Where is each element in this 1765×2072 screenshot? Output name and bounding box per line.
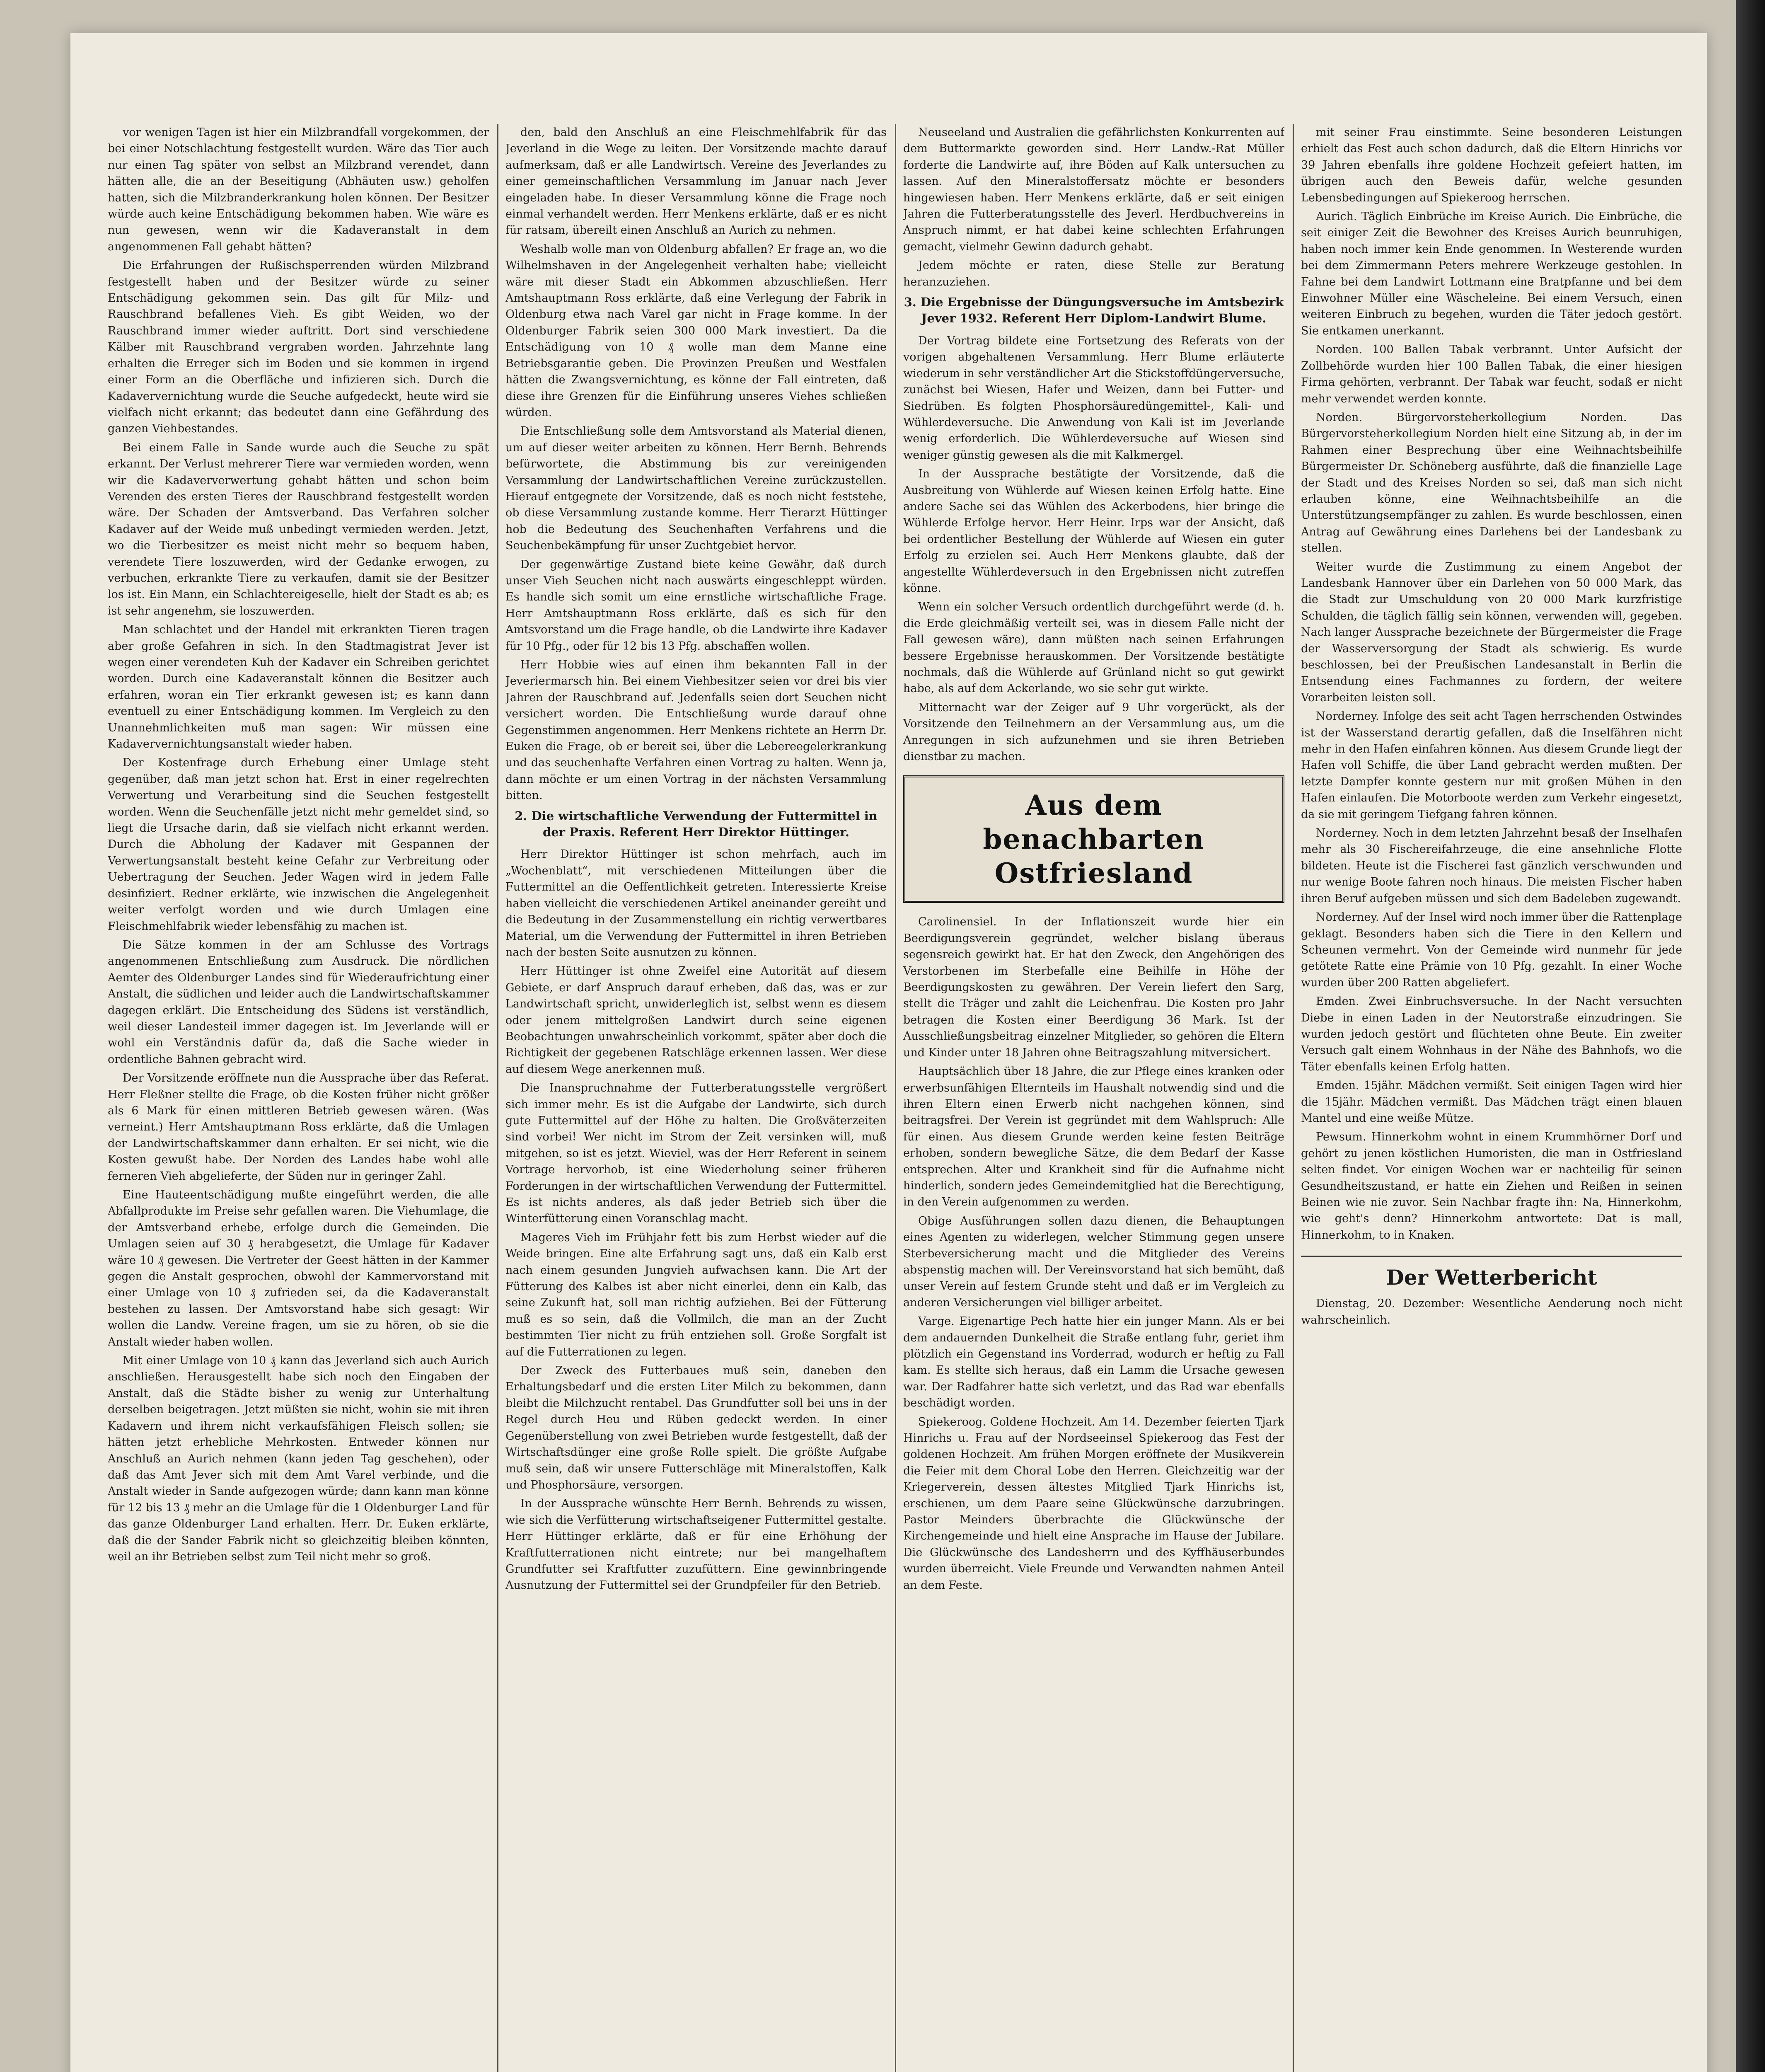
article-paragraph: Eine Hauteentschädigung mußte eingeführt werden, die alle Abfallprodukte im Preise sehr gefallen waren. Die Viehumlage, die der Amtsverband erhebe, erfolge durch die Gemeinden. Die Umlagen seien auf 30 ₰ herabgesetzt, die Umlage für Kadaver wäre 10 ₰ gewesen. Die Vertreter der Geest hätten in der Kammer gegen die Anstalt gesprochen, obwohl der Kammervorstand mit einer Umlage von 10 ₰ zufrieden sei, da die Kadaveranstalt bestehen zu lassen. Der Amtsvorstand habe sich gesagt: Wir wollen die Landw. Vereine fragen, um sie zu hören, ob sie die Anstalt wieder haben wollen. — [108, 1188, 489, 1348]
article-paragraph: Norden. 100 Ballen Tabak verbrannt. Unter Aufsicht der Zollbehörde wurden hier 100 Ballen Tabak, die einer hiesigen Firma gehörten, verbrannt. Der Tabak war feucht, sodaß er nicht mehr verwendet werden konnte. — [1301, 343, 1682, 405]
article-paragraph: Der gegenwärtige Zustand biete keine Gewähr, daß durch unser Vieh Seuchen nicht nach auswärts eingeschleppt würden. Es handle sich somit um eine ernstliche wirtschaftliche Frage. Herr Amtshauptmann Ross erklärte, daß es sich für den Amtsvorstand um die Frage handle, ob die Landwirte ihre Kadaver für 10 Pfg., oder für 12 bis 13 Pfg. abschaffen wollen. — [505, 558, 887, 653]
article-paragraph: Hauptsächlich über 18 Jahre, die zur Pflege eines kranken oder erwerbsunfähigen Elternteils im Haushalt notwendig sind und die ihren Eltern einen Erwerb nicht nachgehen können, sind beitragsfrei. Der Verein ist gegründet mit dem Wahlspruch: Alle für einen. Aus diesem Grunde werden keine festen Beiträge erhoben, sondern bewegliche Sätze, die dem Bedarf der Kasse entsprechen. Alter und Krankheit sind für die Aufnahme nicht hinderlich, sondern jedes Gemeindemitglied hat die Berechtigung, in den Verein aufgenommen zu werden. — [903, 1065, 1284, 1209]
article-paragraph: Der Kostenfrage durch Erhebung einer Umlage steht gegenüber, daß man jetzt schon hat. Erst in einer regelrechten Verwertung und Verarbeitung sind die Seuchen festgestellt worden. Wenn die Seuchenfälle jetzt nicht mehr gemeldet sind, so liegt die Ursache darin, daß sie vielfach nicht erkannt werden. Durch die Abholung der Kadaver mit Gespannen der Verwertungsanstalt besteht keine Gefahr zur Verbreitung oder Uebertragung der Seuchen. Jeder Wagen wird in jedem Falle desinfiziert. Redner erklärte, wie inzwischen die Angelegenheit weiter verfolgt worden und wie durch Umlagen eine Fleischmehlfabrik wieder lebensfähig zu machen ist. — [108, 756, 489, 933]
column-rule — [1293, 124, 1294, 2072]
article-paragraph: In der Aussprache bestätigte der Vorsitzende, daß die Ausbreitung von Wühlerde auf Wiesen keinen Erfolg hatte. Eine andere Sache sei das Wühlen des Ackerbodens, hier bringe die Wühlerde Erfolge hervor. Herr Heinr. Irps war der Ansicht, daß bei ordentlicher Bestellung der Wühlerde auf Wiesen ein guter Erfolg zu erzielen sei. Auch Herr Menkens glaubte, daß der angestellte Wühlerdeversuch in den Ergebnissen nicht zutreffen könne. — [903, 467, 1284, 595]
article-paragraph: Der Vorsitzende eröffnete nun die Aussprache über das Referat. Herr Fleßner stellte die Frage, ob die Kosten früher nicht größer als 6 Mark für einen mittleren Betrieb gewesen wären. (Was verneint.) Herr Amtshauptmann Ross erklärte, daß die Umlagen der Landwirtschaftskammer dann erhalten. Er sei nicht, wie die Kosten gewußt habe. Der Norden des Landes habe wohl alle ferneren Vieh abgelieferte, der Süden nur in geringer Zahl. — [108, 1072, 489, 1183]
article-paragraph: Spiekeroog. Goldene Hochzeit. Am 14. Dezember feierten Tjark Hinrichs u. Frau auf der Nordseeinsel Spiekeroog das Fest der goldenen Hochzeit. Am frühen Morgen eröffnete der Musikverein die Feier mit dem Choral Lobe den Herren. Gleichzeitig war der Kriegerverein, dessen ältestes Mitglied Tjark Hinrichs ist, erschienen, um dem Paare seine Glückwünsche darzubringen. Pastor Meinders überbrachte die Glückwünsche der Kirchengemeinde und hielt eine Ansprache im Hause der Jubilare. Die Glückwünsche des Landesherrn und des Kyffhäuserbundes wurden überreicht. Viele Freunde und Verwandten nahmen Anteil an dem Feste. — [903, 1415, 1284, 1592]
column-2 — [505, 124, 887, 2072]
article-paragraph: Varge. Eigenartige Pech hatte hier ein junger Mann. Als er bei dem andauernden Dunkelheit die Straße entlang fuhr, geriet ihm plötzlich ein Gegenstand ins Vorderrad, wodurch er heftig zu Fall kam. Es stellte sich heraus, daß ein Lamm die Ursache gewesen war. Der Radfahrer hatte sich verletzt, und das Rad war ebenfalls beschädigt worden. — [903, 1315, 1284, 1410]
section-banner-ostfriesland — [903, 775, 1284, 903]
article-paragraph: den, bald den Anschluß an eine Fleischmehlfabrik für das Jeverland in die Wege zu leiten. Der Vorsitzende machte darauf aufmerksam, daß er alle Landwirtsch. Vereine des Jeverlandes zu einer gemeinschaftlichen Versammlung im Januar nach Jever eingeladen habe. In dieser Versammlung könne die Frage noch einmal verhandelt werden. Herr Menkens erklärte, daß er es nicht für ratsam, übereilt einen Anschluß an Aurich zu nehmen. — [505, 126, 887, 237]
binding-edge — [1736, 0, 1765, 2072]
article-paragraph: Emden. 15jähr. Mädchen vermißt. Seit einigen Tagen wird hier die 15jähr. Mädchen vermißt. Das Mädchen trägt einen blauen Mantel und eine weiße Mütze. — [1301, 1079, 1682, 1125]
article-paragraph: Aurich. Täglich Einbrüche im Kreise Aurich. Die Einbrüche, die seit einiger Zeit die Bewohner des Kreises Aurich beunruhigen, haben noch immer kein Ende genommen. In Westerende wurden bei dem Zimmermann Peters mehrere Werkzeuge gestohlen. In Fahne bei dem Landwirt Lottmann eine Bratpfanne und bei dem Einwohner Müller eine Wäscheleine. Bei einem Versuch, einen weiteren Einbruch zu begehen, wurden die Täter jedoch gestört. Sie entkamen unerkannt. — [1301, 210, 1682, 337]
article-paragraph: Wenn ein solcher Versuch ordentlich durchgeführt werde (d. h. die Erde gleichmäßig verteilt sei, was in diesem Falle nicht der Fall gewesen wäre), dann müßten nach seinen Erfahrungen bessere Ergebnisse herauskommen. Der Vorsitzende bestätigte nochmals, daß die Wühlerde auf Grünland nicht so gut gewirkt habe, als auf dem Ackerlande, wo sie sehr gut wirkte. — [903, 600, 1284, 695]
article-paragraph: Norderney. Noch in dem letzten Jahrzehnt besaß der Inselhafen mehr als 30 Fischereifahrzeuge, die eine ansehnliche Flotte bildeten. Heute ist die Fischerei fast gänzlich verschwunden und nur wenige Boote fahren noch hinaus. Die meisten Fischer haben ihren Beruf aufgeben müssen und sich dem Badeleben zugewandt. — [1301, 827, 1682, 905]
article-paragraph: Man schlachtet und der Handel mit erkrankten Tieren tragen aber große Gefahren in sich. In den Stadtmagistrat Jever ist wegen einer verendeten Kuh der Kadaver ein Schreiben gerichtet worden. Durch eine Kadaveranstalt können die Besitzer auch erfahren, woran ein Tier erkrankt gewesen ist; es kann dann eventuell zu einer Entschädigung kommen. Im Vergleich zu den Unannehmlichkeiten muß man sagen: Wir müssen eine Kadaververnichtungsanstalt wieder haben. — [108, 623, 489, 751]
column-1 — [108, 124, 489, 2072]
article-paragraph: vor wenigen Tagen ist hier ein Milzbrandfall vorgekommen, der bei einer Notschlachtung festgestellt wurden. Wäre das Tier auch nur einen Tag später von selbst an Milzbrand verendet, dann hätten alle, die an der Beseitigung (Abhäuten usw.) geholfen hatten, sich die Milzbranderkrankung holen können. Der Besitzer würde auch keine Entschädigung bekommen haben. Wie wäre es nun gewesen, wenn wir die Kadaveranstalt in dem angenommenen Fall gehabt hätten? — [108, 126, 489, 253]
article-paragraph: Die Sätze kommen in der am Schlusse des Vortrags angenommenen Entschließung zum Ausdruck. Die nördlichen Aemter des Oldenburger Landes sind für Wiederaufrichtung einer Anstalt, die südlichen und leider auch die Landwirtschaftskammer dagegen erklärt. Die Entscheidung des Südens ist verständlich, weil dieser Landesteil immer dagegen ist. Im Jeverlande will er wohl ein Verständnis dafür da, daß die Sache wieder in ordentliche Bahnen gebracht wird. — [108, 938, 489, 1066]
article-paragraph: Emden. Zwei Einbruchsversuche. In der Nacht versuchten Diebe in einen Laden in der Neutorstraße einzudringen. Sie wurden jedoch gestört und flüchteten ohne Beute. Ein zweiter Versuch galt einem Wohnhaus in der Nähe des Bahnhofs, wo die Täter ebenfalls keinen Erfolg hatten. — [1301, 995, 1682, 1073]
article-paragraph: Der Vortrag bildete eine Fortsetzung des Referats von der vorigen abgehaltenen Versammlung. Herr Blume erläuterte wiederum in sehr verständlicher Art die Stickstoffdüngerversuche, zunächst bei Wiesen, Hafer und Weizen, dann bei Futter- und Siedrüben. Es folgten Phosphorsäuredüngemittel-, Kali- und Wühlerdeversuche. Die Anwendung von Kali ist im Jeverlande wenig erforderlich. Die Wühlerdeversuche auf Wiesen sind weniger günstig gewesen als die mit Kalkmergel. — [903, 334, 1284, 462]
column-rule — [497, 124, 498, 2072]
column-4 — [1301, 124, 1682, 2072]
article-paragraph: Herr Direktor Hüttinger ist schon mehrfach, auch im „Wochenblatt“, mit verschiedenen Mitteilungen über die Futtermittel an die Oeffentlichkeit getreten. Interessierte Kreise haben vielleicht die verschiedenen Artikel aneinander gereiht und die Bedeutung in der Zusammenstellung ein richtig verwertbares Material, um die Verwendung der Futtermittel in ihren Betrieben nach der besten Seite ausnutzen zu können. — [505, 848, 887, 959]
article-paragraph: Pewsum. Hinnerkohm wohnt in einem Krummhörner Dorf und gehört zu jenen köstlichen Humoristen, die man in Ostfriesland selten findet. Vor einigen Wochen war er nachteilig für seinen Gesundheitszustand, er hatte ein Ziehen und Reißen in seinen Beinen wie nie zuvor. Sein Nachbar fragte ihn: Na, Hinnerkohm, wie geht's denn? Hinnerkohm antwortete: Dat is mall, Hinnerkohm, to in Knaken. — [1301, 1130, 1682, 1242]
article-paragraph: mit seiner Frau einstimmte. Seine besonderen Leistungen erhielt das Fest auch schon dadurch, daß die Eltern Hinrichs vor 39 Jahren ebenfalls ihre goldene Hochzeit gefeiert hatten, im übrigen auch den Beweis dafür, welche gesunden Lebensbedingungen auf Spiekeroog herrschen. — [1301, 126, 1682, 204]
article-paragraph: Weshalb wolle man von Oldenburg abfallen? Er frage an, wo die Wilhelmshaven in der Angelegenheit verhalten habe; vielleicht wäre mit dieser Stadt ein Abkommen abzuschließen. Herr Amtshauptmann Ross erklärte, daß eine Verlegung der Fabrik in Oldenburg etwa nach Varel gar nicht in Frage komme. In der Oldenburger Fabrik seien 300 000 Mark investiert. Da die Entschädigung von 10 ₰ wolle man dem Manne eine Betriebsgarantie geben. Die Provinzen Preußen und Westfalen hätten die Zwangsvernichtung, es könne der Fall eintreten, daß diese ihre Grenzen für die Einführung unseres Viehes schließen würden. — [505, 242, 887, 419]
article-paragraph: Bei einem Falle in Sande wurde auch die Seuche zu spät erkannt. Der Verlust mehrerer Tiere war vermieden worden, wenn wir die Kadaververwertung gehabt hätten und schon beim Verenden des ersten Tieres der Rauschbrand festgestellt worden wäre. Der Schaden der Amtsverband. Das Verfahren solcher Kadaver auf der Weide muß unbedingt vermieden werden. Jetzt, wo die Tierbesitzer es meist nicht mehr so bequem haben, verendete Tiere loszuwerden, wird der Gedanke erwogen, zu verbuchen, erkrankte Tiere zu verkaufen, damit sie der Besitzer los ist. Ein Mann, ein Schlachtereigeselle, hielt der Stadt es ab; es ist sehr angenehm, sie loszuwerden. — [108, 441, 489, 617]
article-paragraph: Norderney. Infolge des seit acht Tagen herrschenden Ostwindes ist der Wasserstand derartig gefallen, daß die Inselfähren nicht mehr in den Hafen einfahren können. Aus diesem Grunde liegt der Hafen voll Schiffe, die über Land gebracht werden mußten. Der letzte Dampfer konnte gestern nur mit großen Mühen in den Hafen einlaufen. Die Motorboote werden zum Verkehr eingesetzt, da sie mit geringem Tiefgang fahren können. — [1301, 710, 1682, 821]
article-paragraph: Mitternacht war der Zeiger auf 9 Uhr vorgerückt, als der Vorsitzende den Teilnehmern an der Versammlung aus, um die Anregungen in sich aufzunehmen und sie ihren Betrieben dienstbar zu machen. — [903, 701, 1284, 763]
article-paragraph: Die Entschließung solle dem Amtsvorstand als Material dienen, um auf dieser weiter arbeiten zu können. Herr Bernh. Behrends befürwortete, die Abstimmung bis zur vereinigenden Versammlung der Landwirtschaftlichen Vereine zurückzustellen. Hierauf entgegnete der Vorsitzende, daß es noch nicht feststehe, ob diese Versammlung zustande komme. Herr Tierarzt Hüttinger hob die Bedeutung des Seuchenhaften Verfahrens und die Seuchenbekämpfung für unser Zuchtgebiet hervor. — [505, 425, 887, 552]
newspaper-page — [108, 124, 1715, 2072]
article-paragraph: Der Zweck des Futterbaues muß sein, daneben den Erhaltungsbedarf und die ersten Liter Milch zu bekommen, dann bleibt die Milchzucht rentabel. Das Grundfutter soll bei uns in der Regel durch Heu und Rüben gedeckt werden. In einer Gegenüberstellung von zwei Betrieben wurde festgestellt, daß der Wirtschaftsdünger eine große Rolle spielt. Die größte Aufgabe muß sein, daß wir unsere Futterschläge mit Mineralstoffen, Kalk und Phosphorsäure, versorgen. — [505, 1364, 887, 1491]
article-paragraph: Weiter wurde die Zustimmung zu einem Angebot der Landesbank Hannover über ein Darlehen von 50 000 Mark, das die Stadt zur Umschuldung von 20 000 Mark kurzfristige Schulden, die täglich fällig sein können, verwenden will, gegeben. Nach langer Aussprache bezeichnete der Bürgermeister die Frage der Wasserversorgung der Stadt als schwierig. Es wurde beschlossen, bei der Preußischen Landesanstalt in Berlin die Entsendung eines Fachmannes zu fordern, der weitere Vorarbeiten leisten soll. — [1301, 560, 1682, 704]
weather-report-heading: Der Wetterbericht — [1301, 1256, 1682, 1290]
weather-report-text: Dienstag, 20. Dezember: Wesentliche Aenderung noch nicht wahrscheinlich. — [1301, 1297, 1682, 1326]
banner-title-line-2: Ostfriesland — [994, 857, 1193, 890]
article-paragraph: Neuseeland und Australien die gefährlichsten Konkurrenten auf dem Buttermarkte geworden sind. Herr Landw.-Rat Müller forderte die Landwirte auf, ihre Böden auf Kalk untersuchen zu lassen. Auf den Mineralstoffersatz möchte er besonders hingewiesen haben. Herr Menkens erklärte, daß er seit einigen Jahren die Futterberatungsstelle des Jeverl. Herdbuchvereins in Anspruch nimmt, er hat dabei keine schlechten Erfahrungen gemacht, vielmehr Gewinn dadurch gehabt. — [903, 126, 1284, 253]
article-paragraph: Die Inanspruchnahme der Futterberatungsstelle vergrößert sich immer mehr. Es ist die Aufgabe der Landwirte, sich durch gute Futtermittel auf der Höhe zu halten. Die Großväterzeiten sind vorbei! Wer nicht im Strom der Zeit versinken will, muß mitgehen, so ist es jetzt. Wieviel, was der Herr Referent in seinem Vortrage hervorhob, ist eine Wiederholung seiner früheren Forderungen in der wirtschaftlichen Verwendung der Futtermittel. Es ist nichts anderes, als daß jeder Betrieb sich über die Winterfütterung einen Voranschlag macht. — [505, 1082, 887, 1225]
article-paragraph: Die Erfahrungen der Rußischsperrenden würden Milzbrand festgestellt haben und der Besitzer würde zu seiner Entschädigung gekommen sein. Das gilt für Milz- und Rauschbrand befallenes Vieh. Es gibt Weiden, wo der Rauschbrand immer wieder auftritt. Dort sind verschiedene Kälber mit Rauschbrand vergraben worden. Jahrzehnte lang erhalten die Erreger sich im Boden und sie kommen in irgend einer Form an die Oberfläche und infizieren sich. Durch die Kadaververnichtung wurde die Seuche aufgedeckt, heute wird sie vielfach nicht erkannt; das bedeutet dann eine Gefährdung des ganzen Viehbestandes. — [108, 259, 489, 436]
article-paragraph: In der Aussprache wünschte Herr Bernh. Behrends zu wissen, wie sich die Verfütterung wirtschaftseigener Futtermittel gestalte. Herr Hüttinger erklärte, daß er für eine Erhöhung der Kraftfutterrationen nicht eintrete; nur bei mangelhaftem Grundfutter sei Kraftfutter zuzufüttern. Eine gewinnbringende Ausnutzung der Futtermittel sei der Grundpfeiler für den Betrieb. — [505, 1497, 887, 1592]
banner-title-line-1: Aus dem benachbarten — [983, 789, 1205, 856]
article-paragraph: Carolinensiel. In der Inflationszeit wurde hier ein Beerdigungsverein gegründet, welcher bislang überaus segensreich gewirkt hat. Er hat den Zweck, den Angehörigen des Verstorbenen im Sterbefalle eine Beihilfe in Höhe der Beerdigungskosten zu gewähren. Der Verein liefert den Sarg, stellt die Träger und zahlt die Leichenfrau. Die Kosten pro Jahr betragen die Kosten einer Beerdigung 36 Mark. Ist der Ausschließungsbeitrag einzelner Mitglieder, so gehören die Eltern und Kinder unter 18 Jahren ohne Beitragszahlung mitversichert. — [903, 915, 1284, 1059]
column-rule — [895, 124, 896, 2072]
article-paragraph: Herr Hüttinger ist ohne Zweifel eine Autorität auf diesem Gebiete, er darf Anspruch darauf erheben, daß das, was er zur Landwirtschaft spricht, unwiderleglich ist, selbst wenn es diesem oder jenem mittelgroßen Landwirt durch seine eigenen Beobachtungen unwahrscheinlich vorkommt, später aber doch die Richtigkeit der gegebenen Ratschläge erkennen lassen. Wer diese auf diesem Wege anerkennen muß. — [505, 965, 887, 1076]
article-paragraph: Norderney. Auf der Insel wird noch immer über die Rattenplage geklagt. Besonders haben sich die Tiere in den Kellern und Scheunen vermehrt. Von der Gemeinde wird nunmehr für jede getötete Ratte eine Prämie von 10 Pfg. gezahlt. In einer Woche wurden über 200 Ratten abgeliefert. — [1301, 911, 1682, 989]
article-paragraph: Mit einer Umlage von 10 ₰ kann das Jeverland sich auch Aurich anschließen. Herausgestellt habe sich noch den Eingaben der Anstalt, daß die Städte bisher zu wenig zur Unterhaltung derselben beigetragen. Jetzt müßten sie nicht, wohin sie mit ihren Kadavern und ihrem nicht verkaufsfähigen Fleisch sollen; sie hätten jetzt erhebliche Mehrkosten. Entweder können nur Anschluß an Aurich nehmen (kann jeden Tag geschehen), oder daß das Amt Jever sich mit dem Amt Varel verbinde, und die Anstalt wieder in Sande aufgezogen würde; dann kann man könne für 12 bis 13 ₰ mehr an die Umlage für die 1 Oldenburger Land für das ganze Oldenburger Land erhalten. Herr. Dr. Euken erklärte, daß die der Sander Fabrik nicht so gleichzeitig bleiben könnten, weil an ihr Betrieben selbst zum Teil nicht mehr so groß. — [108, 1354, 489, 1563]
section-heading: 2. Die wirtschaftliche Verwendung der Futtermittel in der Praxis. Referent Herr Direktor Hüttinger. — [515, 808, 878, 840]
section-heading: 3. Die Ergebnisse der Düngungsversuche im Amtsbezirk Jever 1932. Referent Herr Diplom-Landwirt Blume. — [904, 295, 1284, 326]
article-paragraph: Jedem möchte er raten, diese Stelle zur Beratung heranzuziehen. — [903, 259, 1284, 288]
article-paragraph: Norden. Bürgervorsteherkollegium Norden. Das Bürgervorsteherkollegium Norden hielt eine Sitzung ab, in der im Rahmen einer Besprechung über eine Weihnachtsbeihilfe Bürgermeister Dr. Schöneberg ausführte, daß die finanzielle Lage der Stadt und des Kreises Norden so sei, daß man sich nicht erlauben könne, eine Weihnachtsbeihilfe an die Unterstützungsempfänger zu zahlen. Es wurde beschlossen, einen Antrag auf Gewährung eines Darlehens bei der Landesbank zu stellen. — [1301, 411, 1682, 555]
article-paragraph: Obige Ausführungen sollen dazu dienen, die Behauptungen eines Agenten zu widerlegen, welcher Stimmung gegen unsere Sterbeversicherung macht und die Mitglieder des Vereins abspenstig machen will. Der Vereinsvorstand hat sich bemüht, daß unser Verein auf festem Grunde steht und daß er im Vergleich zu anderen Versicherungen viel billiger arbeitet. — [903, 1214, 1284, 1309]
column-3 — [903, 124, 1284, 2072]
article-paragraph: Herr Hobbie wies auf einen ihm bekannten Fall in der Jeveriermarsch hin. Bei einem Viehbesitzer seien vor drei bis vier Jahren der Rauschbrand auf. Jedenfalls seien dort Seuchen nicht versichert worden. Die Entschließung wurde darauf ohne Gegenstimmen angenommen. Herr Menkens richtete an Herrn Dr. Euken die Frage, ob er bereit sei, über die Lebereegelerkrankung und das seuchenhafte Verfahren einen Vortrag zu halten. Wenn ja, dann möchte er um einen Vortrag in der nächsten Versammlung bitten. — [505, 658, 887, 802]
article-paragraph: Mageres Vieh im Frühjahr fett bis zum Herbst wieder auf die Weide bringen. Eine alte Erfahrung sagt uns, daß ein Kalb erst nach einem gesunden Jungvieh aufwachsen kann. Die Art der Fütterung des Kalbes ist aber nicht einerlei, denn ein Kalb, das seine Zukunft hat, soll man richtig aufziehen. Bei der Fütterung muß es so sein, daß die Vollmilch, die man an der Zucht bestimmten Tier nicht zu früh entziehen soll. Große Sorgfalt ist auf die Futterrationen zu legen. — [505, 1231, 887, 1358]
